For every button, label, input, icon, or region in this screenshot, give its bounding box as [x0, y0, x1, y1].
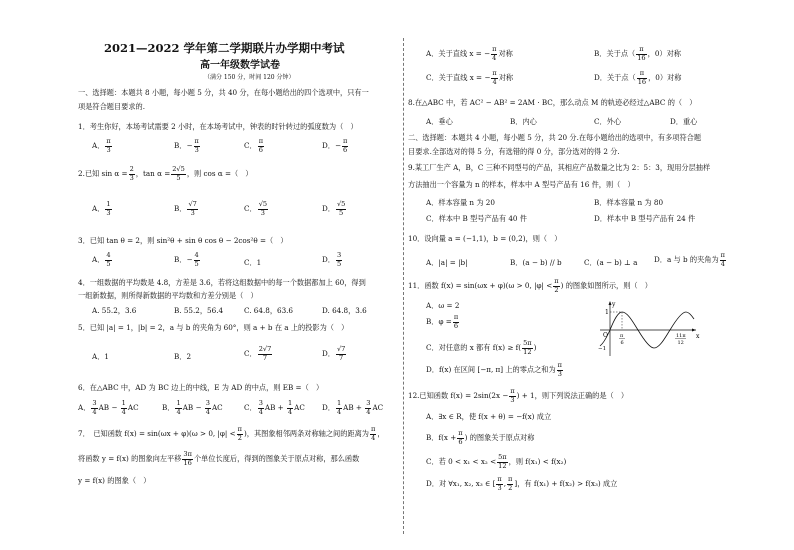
- q11-stem: 11．函数 f(x) = sin(ωx + φ)(ω > 0, |φ| < $\frac{\pi}{2}$ ) 的图象如图所示，则（ ）: [408, 277, 652, 294]
- q9-stem: 9.某工厂生产 A，B，C 三种不同型号的产品，其相应产品数量之比为 2：5：3，现用分层抽样: [408, 163, 711, 172]
- q10-option-c: C．(a − b) ⊥ a: [584, 258, 638, 267]
- q8-option-a: A．垂心: [426, 117, 453, 126]
- graph-one-label: 1: [605, 309, 609, 316]
- q1-option-a: A． $\frac{\pi}{3}$: [92, 137, 111, 154]
- left-column: [78, 0, 400, 550]
- q11-option-d: D．f(x) 在区间 [−π, π] 上的零点之和为 $\frac{\pi}{3}$: [426, 361, 562, 378]
- graph-x1-num: π: [620, 333, 624, 339]
- q7-stem-end: y = f(x) 的图象（ ）: [78, 476, 151, 485]
- q7-option-a: A．关于直线 x = − $\frac{\pi}{4}$ 对称: [426, 45, 513, 62]
- q9-stem-cont: 方法抽出一个容量为 n 的样本，样本中 A 型号产品有 16 件，则（ ）: [408, 180, 635, 189]
- q8-option-b: B．内心: [510, 117, 537, 126]
- q2-option-a: A． $\frac{1}{3}$: [92, 200, 111, 217]
- q10-stem: 10．设向量 a = (−1,1)，b = (0,2)，则（ ）: [408, 234, 562, 243]
- section2-instructions: 二、选择题：本题共 4 小题，每小题 5 分，共 20 分.在每小题给出的选项中，有多项符合题: [408, 133, 702, 142]
- q4-option-b: B. 55.2，56.4: [174, 306, 224, 315]
- section1-instructions-cont: 项是符合题目要求的.: [78, 102, 145, 111]
- q2-option-b: B． $\frac{√7}{3}$: [174, 200, 197, 217]
- q9-option-d: D．样本中 B 型号产品有 24 件: [594, 214, 696, 223]
- q12-option-c: C．若 0 < x₁ < x₂ < $\frac{5\pi}{12}$ ，则 f(x₁) < f(x₂): [426, 453, 567, 470]
- q10-option-a: A．|a| = |b|: [426, 258, 468, 267]
- q11-sine-graph: [596, 298, 700, 358]
- q9-option-a: A．样本容量 n 为 20: [426, 198, 495, 207]
- q8-option-c: C．外心: [594, 117, 622, 126]
- q6-option-c: C． $\frac{3}{4}$ AB + $\frac{1}{4}$ AC: [244, 399, 305, 416]
- q5-stem: 5．已知 |a| = 1，|b| = 2，a 与 b 的夹角为 60°，则 a + b 在 a 上的投影为（ ）: [78, 323, 349, 332]
- q10-option-b: B．(a − b) // b: [510, 258, 562, 267]
- q7-option-c: C．关于直线 x = − $\frac{\pi}{4}$ 对称: [426, 69, 514, 86]
- q12-stem: 12.已知函数 f(x) = 2sin(2x − $\frac{\pi}{3}$ ) + 1，则下列说法正确的是（ ）: [408, 387, 629, 404]
- column-divider: [403, 38, 404, 534]
- graph-origin-label: O: [603, 332, 608, 339]
- q5-option-a: A．1: [92, 352, 109, 361]
- q4-option-c: C. 64.8，63.6: [244, 306, 294, 315]
- section1-instructions: 一、选择题：本题共 8 小题，每小题 5 分，共 40 分，在每小题给出的四个选项中，只有一: [78, 88, 369, 97]
- q7-option-d: D．关于点（ $\frac{\pi}{16}$ ，0）对称: [594, 69, 682, 86]
- q8-option-d: D．重心: [670, 117, 698, 126]
- q5-option-b: B．2: [174, 352, 192, 361]
- q4-stem-cont: 一组新数据，则所得新数据的平均数和方差分别是（ ）: [78, 291, 258, 300]
- q11-option-b: B．φ = $\frac{\pi}{6}$: [426, 313, 459, 330]
- graph-minus-one-label: −1: [598, 346, 607, 352]
- q3-option-b: B．− $\frac{4}{5}$: [174, 251, 199, 268]
- exam-subtitle: 高一年级数学试卷: [200, 60, 280, 71]
- graph-x2-num: 11π: [676, 333, 686, 339]
- q6-stem: 6．在△ABC 中，AD 为 BC 边上的中线，E 为 AD 的中点，则 EB =（ ）: [78, 383, 324, 392]
- q1-stem: 1．考生你好，本场考试需要 2 小时，在本场考试中，钟表的时针转过的弧度数为（ ）: [78, 122, 358, 131]
- right-column: [408, 0, 748, 550]
- q7-stem: 7． 已知函数 f(x) = sin(ωx + φ)(ω > 0, |φ| < $\frac{\pi}{2}$ )，其图象相邻两条对称轴之间的距离为 $\frac{\pi}{4}$ ，: [78, 425, 385, 442]
- q12-option-d: D．对 ∀x₁, x₂, x₃ ∈ [ $\frac{\pi}{3}$ , $\frac{\pi}{2}$ ]，有 f(x₁) + f(x₂) > f(x₃) 成立: [426, 475, 618, 492]
- q2-option-c: C． $\frac{√5}{3}$: [244, 200, 268, 217]
- q3-option-c: C．1: [244, 258, 262, 267]
- q1-option-b: B．− $\frac{\pi}{3}$: [174, 137, 199, 154]
- q9-option-c: C．样本中 B 型号产品有 40 件: [426, 214, 527, 223]
- q1-option-d: D．− $\frac{\pi}{6}$: [322, 137, 348, 154]
- q7-option-b: B．关于点（ $\frac{\pi}{16}$ ，0）对称: [594, 45, 681, 62]
- q2-option-d: D． $\frac{√5}{5}$: [322, 200, 346, 217]
- q12-option-b: B．f(x + $\frac{\pi}{6}$ ) 的图象关于原点对称: [426, 429, 535, 446]
- q6-option-b: B． $\frac{1}{4}$ AB − $\frac{3}{4}$ AC: [162, 399, 223, 416]
- q3-option-d: D． $\frac{3}{5}$: [322, 251, 342, 268]
- graph-x1-den: 6: [620, 340, 624, 346]
- x-axis-arrow: [692, 329, 696, 332]
- q12-option-a: A．∃x ∈ R，使 f(x + θ) = −f(x) 成立: [426, 412, 552, 421]
- q6-option-d: D． $\frac{1}{4}$ AB + $\frac{3}{4}$ AC: [322, 399, 384, 416]
- q11-option-a: A．ω = 2: [426, 301, 460, 310]
- q3-option-a: A． $\frac{4}{5}$: [92, 251, 111, 268]
- q4-option-a: A. 55.2，3.6: [92, 306, 137, 315]
- graph-x2-den: 12: [677, 340, 684, 346]
- q5-option-d: D． $\frac{√7}{7}$: [322, 345, 346, 362]
- q9-option-b: B．样本容量 n 为 80: [594, 198, 664, 207]
- q1-option-c: C． $\frac{\pi}{6}$: [244, 137, 264, 154]
- q5-option-c: C． $\frac{2√7}{7}$: [244, 345, 272, 362]
- q8-stem: 8.在△ABC 中，若 AC² − AB² = 2AM · BC，那么动点 M 的轨迹必经过△ABC 的（ ）: [408, 98, 697, 107]
- q10-option-d: D．a 与 b 的夹角为 $\frac{\pi}{4}$: [654, 251, 725, 268]
- q6-option-a: A． $\frac{3}{4}$ AB − $\frac{1}{4}$ AC: [78, 399, 139, 416]
- graph-y-label: y: [612, 301, 616, 308]
- section2-instructions-cont: 目要求.全部选对的得 5 分，有选错的得 0 分，部分选对的得 2 分.: [408, 147, 620, 156]
- q3-stem: 3．已知 tan θ = 2，则 sin²θ + sin θ cos θ − 2cos²θ =（ ）: [78, 236, 288, 245]
- q2-stem: 2.已知 sin α = $\frac{2}{3}$ ，tan α = $\frac{2√5}{5}$ ，则 cos α =（ ）: [78, 165, 253, 182]
- q4-option-d: D. 64.8，3.6: [322, 306, 367, 315]
- exam-note: （满分 150 分，时间 120 分钟）: [204, 74, 295, 81]
- q7-stem-cont: 将函数 y = f(x) 的图象向左平移 $\frac{3\pi}{16}$ 个单位长度后，得到的图象关于原点对称，那么函数: [78, 450, 360, 467]
- q11-option-c: C．对任意的 x 都有 f(x) ≥ f( $\frac{5\pi}{12}$ ): [426, 339, 537, 356]
- q4-stem: 4．一组数据的平均数是 4.8，方差是 3.6，若将这组数据中的每一个数据都加上 60，得到: [78, 278, 366, 287]
- graph-x-label: x: [696, 333, 700, 340]
- exam-title: 2021—2022 学年第二学期联片办学期中考试: [104, 41, 345, 55]
